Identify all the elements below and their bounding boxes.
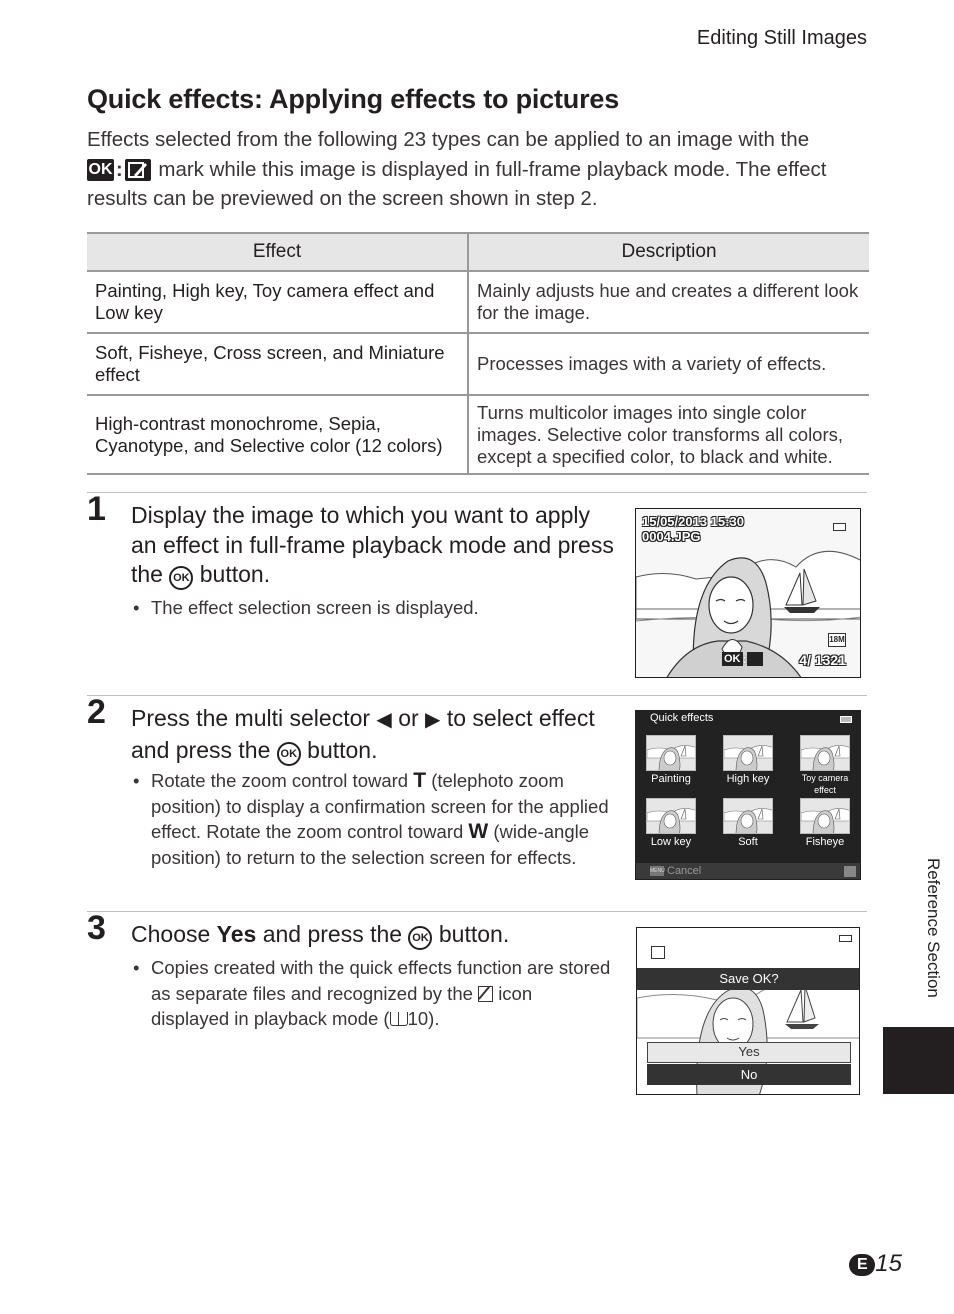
table-cell-description: Mainly adjusts hue and creates a different look for the image.: [468, 271, 869, 333]
no-option[interactable]: No: [647, 1064, 851, 1085]
right-arrow-icon: ▶: [425, 709, 441, 731]
step-3-instruction: [131, 920, 621, 950]
cancel-label: Cancel: [667, 865, 702, 877]
side-section-tab: [883, 1027, 954, 1094]
reference-e-icon: E: [849, 1254, 875, 1276]
menu-button-icon: MENU: [650, 868, 665, 874]
ok-button-icon: OK: [277, 742, 301, 766]
save-prompt: Save OK?: [637, 968, 860, 990]
effect-label: Soft: [738, 836, 758, 848]
step-3-text-end: button.: [438, 921, 510, 947]
page-number-value: 15: [875, 1250, 902, 1277]
image-size-icon: 18M: [828, 633, 846, 647]
zoom-icon: [844, 866, 856, 877]
table-row: [87, 333, 869, 395]
effect-option[interactable]: [646, 798, 696, 849]
step-3-text-mid: and press the: [262, 921, 403, 947]
section-title: Quick effects: Applying effects to pictures: [87, 84, 620, 114]
quick-effects-title: Quick effects: [650, 712, 714, 724]
step-number-1: 1: [87, 490, 106, 528]
divider: [87, 492, 867, 493]
step-3-bullet-end: ).: [428, 1008, 440, 1029]
battery-icon: [840, 716, 852, 723]
step-2-bullet-text: Rotate the zoom control toward: [151, 770, 409, 791]
step-1-text-end: button.: [199, 561, 271, 587]
divider: [87, 695, 867, 696]
table-cell-effect: High-contrast monochrome, Sepia, Cyanotype, and Selective color (12 colors): [87, 395, 468, 474]
side-section-label: Reference Section: [924, 858, 943, 998]
table-cell-description: Processes images with a variety of effects.: [468, 333, 869, 395]
step-2-text-mid: to select effect and press the: [131, 705, 595, 763]
playback-datetime: 15/05/2013 15:30: [642, 514, 744, 529]
ok-button-icon: OK: [408, 926, 432, 950]
step-2-or: or: [398, 705, 419, 731]
quick-effect-indicator: OK :: [722, 652, 763, 666]
ok-icon: OK: [87, 159, 114, 181]
effect-thumbnail: [723, 735, 773, 771]
step-3-bullet-text: Copies created with the quick effects function are stored as separate files and recognized by the: [151, 957, 611, 1004]
left-arrow-icon: ◀: [376, 709, 392, 731]
divider: [87, 911, 867, 912]
ok-effect-mark: OK :: [87, 159, 151, 181]
table-row: [87, 271, 869, 333]
telephoto-icon: T: [413, 769, 427, 792]
battery-icon: [839, 935, 852, 942]
yes-option[interactable]: Yes: [647, 1042, 851, 1063]
wide-angle-icon: W: [468, 820, 489, 843]
effect-option[interactable]: [723, 798, 773, 849]
quick-effect-icon: [125, 159, 151, 181]
intro-text-post: mark while this image is displayed in full-frame playback mode. The effect results can be previewed on the screen shown in step 2.: [87, 157, 827, 210]
effect-label: Fisheye: [805, 836, 845, 848]
step-1-instruction: [131, 501, 621, 590]
effect-label: Low key: [650, 836, 692, 848]
book-ref-icon: [390, 1012, 408, 1026]
step-2-text: Press the multi selector: [131, 705, 371, 731]
ok-button-icon: OK: [169, 566, 193, 590]
effect-option[interactable]: [646, 735, 696, 786]
step-2-instruction: [131, 704, 621, 766]
battery-icon: [833, 523, 846, 531]
ok-icon: OK: [724, 653, 741, 665]
intro-text-pre: Effects selected from the following 23 types can be applied to an image with the: [87, 128, 810, 151]
effect-thumbnail: [646, 798, 696, 834]
effect-label: Painting: [651, 773, 691, 785]
quick-effect-icon: [478, 986, 493, 1002]
step-number-3: 3: [87, 909, 106, 947]
effect-thumbnail: [800, 798, 850, 834]
table-cell-effect: Painting, High key, Toy camera effect and Low key: [87, 271, 468, 333]
playback-counter: 4/ 1321: [799, 652, 846, 668]
step-1-bullet: • The effect selection screen is displayed.: [133, 597, 479, 618]
effect-option[interactable]: [800, 735, 850, 796]
step-2-bullet: • Rotate the zoom control toward T (telephoto zoom position) to display a confirmation screen for the applied effect. Rotate the zoom control toward W (wide-angle position) to return to the selection screen for effects.: [133, 769, 609, 868]
effect-thumbnail: [723, 798, 773, 834]
step-3-bullet-mid: icon displayed in playback mode (: [151, 982, 533, 1029]
effect-label: Toy camera effect: [801, 773, 849, 795]
page-number: [849, 1250, 902, 1278]
effect-option[interactable]: [800, 798, 850, 849]
effect-thumbnail: [800, 735, 850, 771]
step-number-2: 2: [87, 693, 106, 731]
step-2-bullet-end: (wide-angle position) to return to the selection screen for effects.: [151, 821, 590, 868]
save-confirm-screen: [636, 927, 860, 1095]
page-ref: 10: [407, 1008, 429, 1029]
intro-paragraph: [87, 125, 877, 214]
effect-thumbnail: [646, 735, 696, 771]
step-3-text: Choose: [131, 921, 211, 947]
table-header-effect: Effect: [87, 233, 468, 271]
table-cell-effect: Soft, Fisheye, Cross screen, and Miniature effect: [87, 333, 468, 395]
step-3-bullet: • Copies created with the quick effects function are stored as separate files and recognized by the icon displayed in playback mode ( 10).: [133, 957, 611, 1029]
effect-label: High key: [726, 773, 770, 785]
step-2-bullet-mid: (telephoto zoom position) to display a confirmation screen for the applied effect. Rotate the zoom control toward: [151, 770, 609, 842]
playback-screen: [635, 508, 861, 678]
quick-effect-icon: [747, 652, 763, 666]
table-cell-description: Turns multicolor images into single color images. Selective color transforms all colors, except a specified color, to black and white.: [468, 395, 869, 474]
table-row: [87, 395, 869, 474]
effect-option[interactable]: [723, 735, 773, 786]
playback-info: [642, 514, 744, 544]
table-header-description: Description: [468, 233, 869, 271]
step-1-text: Display the image to which you want to apply an effect in full-frame playback mode and press the: [131, 502, 614, 587]
quick-effect-icon: [651, 946, 665, 959]
playback-filename: 0004.JPG: [642, 529, 701, 544]
bottom-bar: [636, 863, 861, 880]
step-2-text-end: button.: [307, 736, 378, 763]
quick-effects-screen: [635, 710, 861, 880]
running-header: Editing Still Images: [696, 27, 867, 49]
yes-keyword: Yes: [216, 921, 257, 947]
effects-table: [87, 232, 869, 475]
